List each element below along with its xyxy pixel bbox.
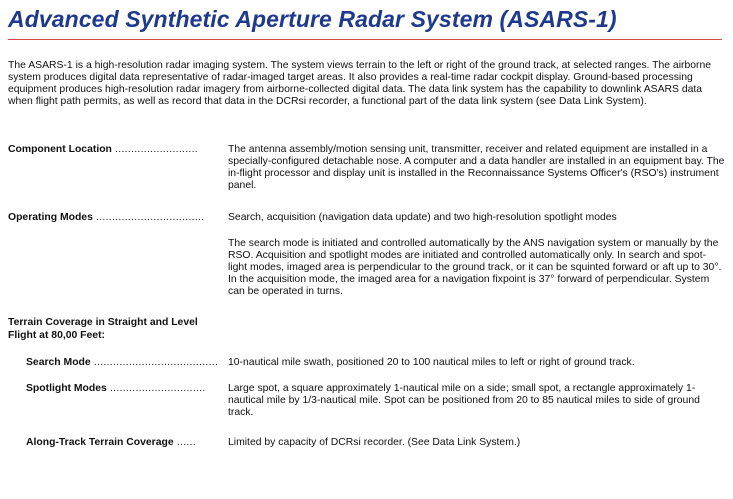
leader-dots: .......................... xyxy=(111,144,198,155)
spec-value-along-track: Limited by capacity of DCRsi recorder. (See Data Link System.) xyxy=(228,437,521,448)
leader-dots: ...... xyxy=(173,437,196,448)
spec-label-text: Search Mode xyxy=(26,357,91,368)
spec-value-search-mode: 10-nautical mile swath, positioned 20 to 100 nautical miles to left or right of ground track. xyxy=(228,357,635,368)
leader-dots: .................................. xyxy=(92,212,205,223)
spec-label-component-location xyxy=(8,144,222,156)
spec-label-text: Operating Modes xyxy=(8,212,93,223)
intro-paragraph: The ASARS-1 is a high-resolution radar imaging system. The system views terrain to the left or right of the ground track, at selected ranges. The airborne system produces digital data representative of radar-imaged target areas. It also provides a real-time radar cockpit display. Ground-based processing equipment produces high-resolution radar imagery from airborne-collected digital data. The data link system has the capability to downlink ASARS data when flight path permits, as well as record that data in the DCRsi recorder, a functional part of the data link system (see Data Link System). xyxy=(8,60,712,108)
leader-dots: ....................................... xyxy=(90,357,219,368)
spec-value-operating-modes-detail: The search mode is initiated and controlled automatically by the ANS navigation system or manually by the RSO. Acquisition and spotlight modes are initiated and controlled automatically only. In search and spot-light modes, imaged area is perpendicular to the ground track, or it can be squinted forward or aft up to 30°. In the acquisition mode, the imaged area for a navigation fixpoint is 37° forward of perpendicular. System can be operated in turns. xyxy=(228,238,722,298)
spec-label-text: Along-Track Terrain Coverage xyxy=(26,437,174,448)
spec-value-operating-modes: Search, acquisition (navigation data update) and two high-resolution spotlight modes xyxy=(228,212,617,223)
spec-label-text: Spotlight Modes xyxy=(26,383,107,394)
spec-label-spotlight-modes xyxy=(26,383,222,395)
terrain-coverage-heading: Terrain Coverage in Straight and Level Flight at 80,00 Feet: xyxy=(8,317,198,341)
spec-value-spotlight-modes: Large spot, a square approximately 1-nautical mile on a side; small spot, a rectangle approximately 1-nautical mile by 1/3-nautical mile. Spot can be positioned from 20 to 85 nautical miles to side of ground track. xyxy=(228,383,700,419)
spec-label-along-track xyxy=(26,437,222,449)
spec-label-search-mode xyxy=(26,357,222,369)
page-title: Advanced Synthetic Aperture Radar System (ASARS-1) xyxy=(8,6,617,32)
spec-label-operating-modes xyxy=(8,212,222,224)
spec-value-component-location: The antenna assembly/motion sensing unit, transmitter, receiver and related equipment are installed in a specially-configured detachable nose. A computer and a data handler are installed in an equipment bay. The in-flight processor and display unit is installed in the Reconnaissance Systems Officer's (RSO's) instrument panel. xyxy=(228,144,725,192)
leader-dots: .............................. xyxy=(106,383,206,394)
spec-label-text: Component Location xyxy=(8,144,112,155)
